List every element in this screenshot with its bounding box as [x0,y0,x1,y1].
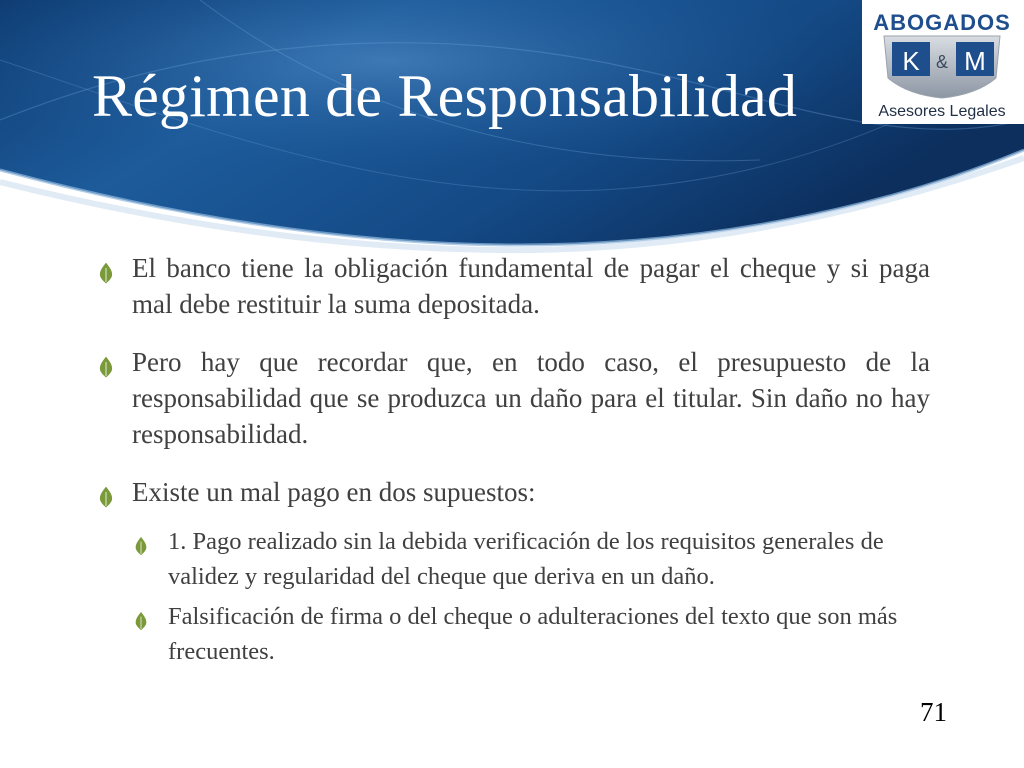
bullet-item [98,250,930,322]
sub-bullet-item [134,525,930,594]
sub-bullet-text: 1. Pago realizado sin la debida verificación de los requisitos generales de validez y regularidad del cheque que deriva en un daño. [168,528,884,590]
logo-top-text: ABOGADOS [873,10,1011,35]
logo-letter-right: M [964,46,986,76]
logo-graphic [862,0,1024,124]
sub-bullet-list [98,525,930,669]
logo-ampersand: & [935,52,949,72]
leaf-bullet-icon [134,525,168,567]
sub-bullet-text: Falsificación de firma o del cheque o adulteraciones del texto que son más frecuentes. [168,603,898,665]
bullet-item [98,344,930,452]
bullet-text: Existe un mal pago en dos supuestos: [132,477,536,507]
page-number: 71 [920,697,947,727]
company-logo [862,0,1024,124]
slide-content [98,250,930,675]
leaf-bullet-icon [98,474,132,517]
bullet-item [98,474,930,517]
logo-bottom-text: Asesores Legales [878,103,1006,120]
slide-title: Régimen de Responsabilidad [92,63,798,129]
leaf-bullet-icon [134,600,168,642]
sub-bullet-item [134,600,930,669]
bullet-text: Pero hay que recordar que, en todo caso, el presupuesto de la responsabilidad que se produzca un daño para el titular. Sin daño no hay responsabilidad. [132,347,930,449]
leaf-bullet-icon [98,250,132,293]
leaf-bullet-icon [98,344,132,387]
logo-letter-left: K [902,46,920,76]
bullet-text: El banco tiene la obligación fundamental de pagar el cheque y si paga mal debe restituir la suma depositada. [132,253,930,319]
